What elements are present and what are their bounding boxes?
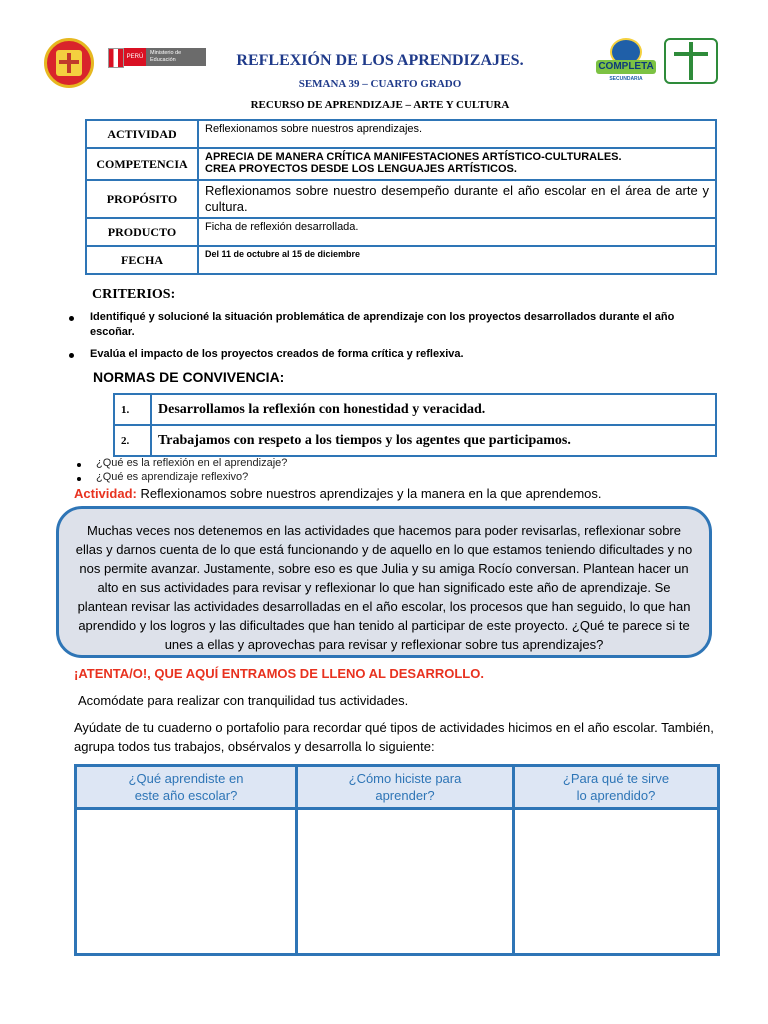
peru-flag-icon xyxy=(108,48,124,68)
competencia-label: COMPETENCIA xyxy=(86,148,198,180)
answer-cell[interactable] xyxy=(76,809,297,955)
school-logo-right xyxy=(664,38,718,84)
header-line: ¿Para qué te sirve xyxy=(562,771,670,786)
header-line: este año escolar? xyxy=(134,788,238,803)
fecha-value: Del 11 de octubre al 15 de diciembre xyxy=(198,246,716,274)
minedu-peru-label: PERÚ xyxy=(124,48,146,66)
page-title: REFLEXIÓN DE LOS APRENDIZAJES. xyxy=(236,52,524,69)
criterio-item: Identifiqué y solucioné la situación problemática de aprendizaje con los proyectos desarrollados durante el año escoñar. xyxy=(90,311,675,338)
actividad-label: ACTIVIDAD xyxy=(86,120,198,148)
header-line: ¿Qué aprendiste en xyxy=(128,771,244,786)
ayudate-text: Ayúdate de tu cuaderno o portafolio para recordar qué tipos de actividades hicimos en el año escolar. También, agrupa todos tus trabajos, obsérvalos y desarrolla lo siguiente: xyxy=(74,720,714,754)
bullet-icon xyxy=(69,353,74,358)
info-table xyxy=(85,119,717,275)
competencia-line-2: CREA PROYECTOS DESDE LOS LENGUAJES ARTÍSTICOS. xyxy=(205,163,517,175)
competencia-value xyxy=(198,148,716,180)
proposito-label: PROPÓSITO xyxy=(86,180,198,218)
recurso-subtitle: RECURSO DE APRENDIZAJE – ARTE Y CULTURA xyxy=(250,99,510,111)
reflection-header xyxy=(76,766,297,809)
actividad-value: Reflexionamos sobre nuestros aprendizajes. xyxy=(198,120,716,148)
jornada-completa-logo xyxy=(596,38,656,88)
criterios-title: CRITERIOS: xyxy=(92,287,176,302)
reflection-header xyxy=(513,766,718,809)
question-item: ¿Qué es aprendizaje reflexivo? xyxy=(96,471,249,483)
story-bubble: Muchas veces nos detenemos en las actividades que hacemos para poder revisarlas, reflexionar sobre ellas y darnos cuenta de lo que está funcionando y de aquello en lo que estamos teniendo dificultades y no nos permite avanzar. Justamente, sobre eso es que Julia y su amiga Rocío conversan. Plantean hacer un alto en sus actividades para revisar y reflexionar lo que han significado este año de aprendizaje. Se plantean revisar las actividades desarrolladas en el año escolar, los procesos que han seguido, lo que han aprendido y los logros y las dificultades que han tenido al participar de este proyecto. ¿Qué te parece si te unes a ellas y aprovechas para revisar y reflexionar sobre tus aprendizajes? xyxy=(56,506,712,658)
norma-number: 2. xyxy=(114,425,151,456)
actividad-label-inline: Actividad: xyxy=(74,486,137,501)
norma-text: Desarrollamos la reflexión con honestidad y veracidad. xyxy=(151,394,716,425)
norma-text: Trabajamos con respeto a los tiempos y los agentes que participamos. xyxy=(151,425,716,456)
actividad-line xyxy=(74,486,602,501)
competencia-line-1: APRECIA DE MANERA CRÍTICA MANIFESTACIONES ARTÍSTICO-CULTURALES. xyxy=(205,151,622,163)
fecha-label: FECHA xyxy=(86,246,198,274)
actividad-text: Reflexionamos sobre nuestros aprendizajes y la manera en la que aprendemos. xyxy=(136,486,602,501)
jec-sub: SECUNDARIA xyxy=(609,76,643,82)
criterio-item: Evalúa el impacto de los proyectos creados de forma crítica y reflexiva. xyxy=(90,348,464,360)
bullet-icon xyxy=(77,477,81,481)
producto-label: PRODUCTO xyxy=(86,218,198,246)
answer-cell[interactable] xyxy=(297,809,514,955)
norma-number: 1. xyxy=(114,394,151,425)
acomodate-text: Acomódate para realizar con tranquilidad tus actividades. xyxy=(78,693,409,708)
answer-cell[interactable] xyxy=(513,809,718,955)
producto-value: Ficha de reflexión desarrollada. xyxy=(198,218,716,246)
reflection-header xyxy=(297,766,514,809)
header-line: lo aprendido? xyxy=(576,788,656,803)
semana-subtitle: SEMANA 39 – CUARTO GRADO xyxy=(298,78,462,90)
normas-title: NORMAS DE CONVIVENCIA: xyxy=(93,369,285,385)
school-crest-logo xyxy=(44,38,94,88)
reflection-table xyxy=(74,764,720,956)
minedu-label: Ministerio de Educación xyxy=(146,48,206,66)
normas-table xyxy=(113,393,717,457)
header-line: aprender? xyxy=(375,788,435,803)
question-item: ¿Qué es la reflexión en el aprendizaje? xyxy=(96,457,288,469)
header-line: ¿Cómo hiciste para xyxy=(348,771,462,786)
bullet-icon xyxy=(69,316,74,321)
proposito-value: Reflexionamos sobre nuestro desempeño durante el año escolar en el área de arte y cultura. xyxy=(198,180,716,218)
bullet-icon xyxy=(77,463,81,467)
jec-label: COMPLETA xyxy=(596,60,656,74)
atenta-heading: ¡ATENTA/O!, QUE AQUÍ ENTRAMOS DE LLENO AL DESARROLLO. xyxy=(74,666,484,681)
